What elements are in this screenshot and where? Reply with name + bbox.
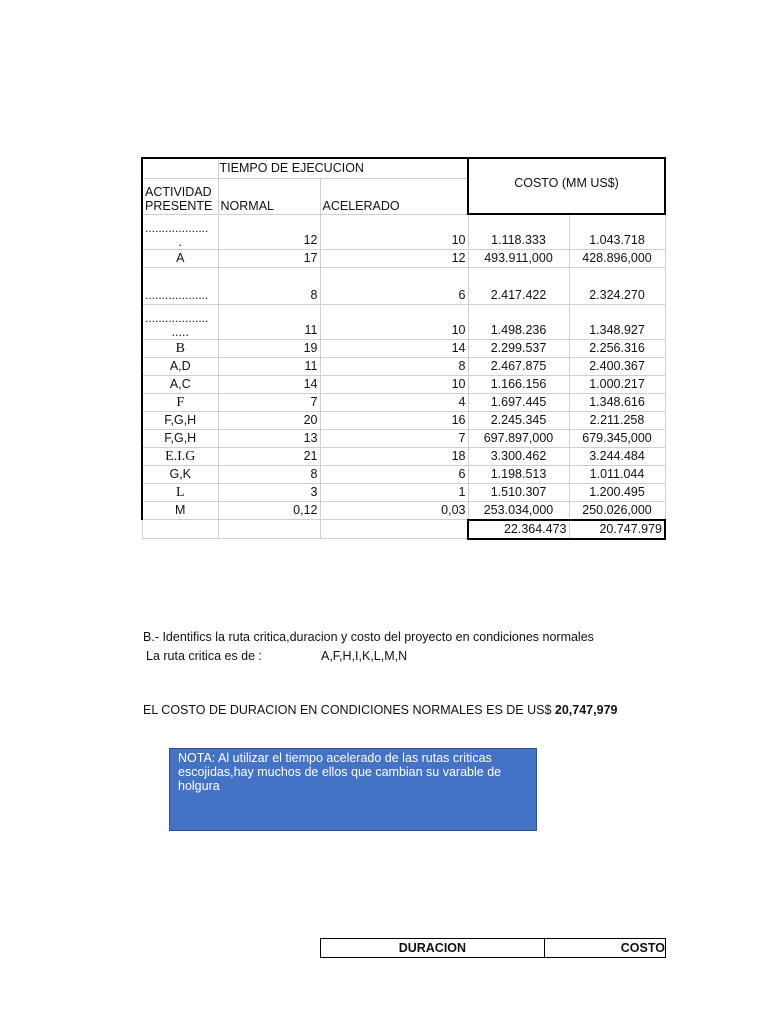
- table-row: [142, 465, 665, 483]
- table-row: [142, 375, 665, 393]
- normal-cost-cell: 1.118.333: [468, 214, 569, 249]
- accelerated-time-cell: 6: [320, 465, 468, 483]
- normal-time-cell: 3: [218, 483, 320, 501]
- accelerated-time-cell: 0,03: [320, 501, 468, 520]
- activity-table-container: [141, 157, 664, 540]
- normal-cost-cell: 1.166.156: [468, 375, 569, 393]
- accelerated-cost-cell: 679.345,000: [569, 429, 665, 447]
- accelerated-time-cell: 12: [320, 249, 468, 267]
- cost-statement-label: EL COSTO DE DURACION EN CONDICIONES NORMALES ES DE US$: [143, 703, 552, 717]
- activity-cell: A: [142, 249, 218, 267]
- accelerated-cost-cell: 250.026,000: [569, 501, 665, 520]
- actividad-header: ACTIVIDAD PRESENTE: [142, 178, 218, 214]
- total-normal-cost: 22.364.473: [468, 520, 569, 539]
- accelerated-time-cell: 10: [320, 375, 468, 393]
- costo-header: COSTO (MM US$): [468, 158, 665, 214]
- critical-path-value: A,F,H,I,K,L,M,N: [321, 649, 408, 663]
- normal-cost-cell: 697.897,000: [468, 429, 569, 447]
- table-row: [142, 483, 665, 501]
- normal-cost-cell: 1.510.307: [468, 483, 569, 501]
- normal-cost-cell: 493.911,000: [468, 249, 569, 267]
- accelerated-cost-cell: 3.244.484: [569, 447, 665, 465]
- normal-cost-cell: 2.245.345: [468, 411, 569, 429]
- tiempo-header: TIEMPO DE EJECUCION: [218, 158, 468, 178]
- totals-blank-cell: [142, 520, 218, 539]
- activity-cell: G,K: [142, 465, 218, 483]
- normal-time-cell: 14: [218, 375, 320, 393]
- activity-cell: F: [142, 393, 218, 411]
- accelerated-cost-cell: 1.011.044: [569, 465, 665, 483]
- table-row: [142, 214, 665, 249]
- accelerated-time-cell: 4: [320, 393, 468, 411]
- activity-cell: L: [142, 483, 218, 501]
- table-row: [142, 304, 665, 339]
- table-row: [142, 429, 665, 447]
- accelerated-cost-cell: 1.000.217: [569, 375, 665, 393]
- table-row: [142, 357, 665, 375]
- normal-time-cell: 11: [218, 357, 320, 375]
- normal-cost-cell: 1.198.513: [468, 465, 569, 483]
- activity-table: [141, 157, 666, 540]
- activity-cell: A,C: [142, 375, 218, 393]
- accelerated-cost-cell: 1.348.616: [569, 393, 665, 411]
- normal-time-cell: 8: [218, 465, 320, 483]
- normal-time-cell: 12: [218, 214, 320, 249]
- table-row: [142, 501, 665, 520]
- critical-path-label: La ruta critica es de :: [146, 649, 263, 663]
- normal-cost-cell: 3.300.462: [468, 447, 569, 465]
- activity-cell: F,G,H: [142, 429, 218, 447]
- table-row: [142, 393, 665, 411]
- accelerated-time-cell: 6: [320, 267, 468, 304]
- acelerado-header: ACELERADO: [320, 178, 468, 214]
- activity-cell: B: [142, 339, 218, 357]
- table-row: [142, 339, 665, 357]
- normal-header: NORMAL: [218, 178, 320, 214]
- accelerated-cost-cell: 2.211.258: [569, 411, 665, 429]
- normal-cost-cell: 253.034,000: [468, 501, 569, 520]
- activity-cell: ...................: [142, 267, 218, 304]
- accelerated-cost-cell: 1.043.718: [569, 214, 665, 249]
- normal-time-cell: 21: [218, 447, 320, 465]
- activity-cell-cont: .: [178, 234, 182, 249]
- normal-cost-cell: 2.299.537: [468, 339, 569, 357]
- note-box: NOTA: Al utilizar el tiempo acelerado de las rutas criticas escojidas,hay muchos de ellos que cambian su varable de holgura: [169, 748, 537, 831]
- question-text: B.- Identifics la ruta critica,duracion y costo del proyecto en condiciones normales: [143, 630, 594, 644]
- activity-cell: A,D: [142, 357, 218, 375]
- table-row: [142, 411, 665, 429]
- normal-time-cell: 13: [218, 429, 320, 447]
- totals-blank-cell: [320, 520, 468, 539]
- activity-cell: ...................: [145, 220, 209, 235]
- activity-cell: M: [142, 501, 218, 520]
- accelerated-time-cell: 8: [320, 357, 468, 375]
- normal-cost-cell: 1.498.236: [468, 304, 569, 339]
- normal-cost-cell: 2.467.875: [468, 357, 569, 375]
- activity-cell: E.I.G: [142, 447, 218, 465]
- normal-time-cell: 20: [218, 411, 320, 429]
- accelerated-cost-cell: 1.348.927: [569, 304, 665, 339]
- accelerated-cost-cell: 2.324.270: [569, 267, 665, 304]
- normal-cost-cell: 1.697.445: [468, 393, 569, 411]
- normal-time-cell: 0,12: [218, 501, 320, 520]
- accelerated-cost-cell: 2.400.367: [569, 357, 665, 375]
- normal-time-cell: 17: [218, 249, 320, 267]
- totals-blank-cell: [218, 520, 320, 539]
- table-row: [142, 447, 665, 465]
- normal-cost-cell: 2.417.422: [468, 267, 569, 304]
- accelerated-time-cell: 10: [320, 214, 468, 249]
- normal-time-cell: 11: [218, 304, 320, 339]
- duracion-header: DURACION: [321, 939, 545, 957]
- table-row: [142, 267, 665, 304]
- table-row: [142, 249, 665, 267]
- activity-cell-cont: .....: [171, 324, 189, 339]
- normal-time-cell: 19: [218, 339, 320, 357]
- accelerated-time-cell: 16: [320, 411, 468, 429]
- total-accelerated-cost: 20.747.979: [569, 520, 665, 539]
- costo-header-bottom: COSTO: [620, 941, 665, 955]
- accelerated-time-cell: 14: [320, 339, 468, 357]
- activity-cell: F,G,H: [142, 411, 218, 429]
- accelerated-time-cell: 7: [320, 429, 468, 447]
- totals-row: [142, 520, 665, 539]
- header-blank-cell: [142, 158, 218, 178]
- accelerated-cost-cell: 428.896,000: [569, 249, 665, 267]
- accelerated-cost-cell: 1.200.495: [569, 483, 665, 501]
- cost-statement: [143, 703, 617, 717]
- accelerated-time-cell: 18: [320, 447, 468, 465]
- accelerated-cost-cell: 2.256.316: [569, 339, 665, 357]
- accelerated-time-cell: 1: [320, 483, 468, 501]
- summary-table-header: [320, 938, 666, 958]
- normal-time-cell: 8: [218, 267, 320, 304]
- cost-statement-value: 20,747,979: [554, 703, 618, 717]
- activity-cell: ...................: [145, 310, 209, 325]
- accelerated-time-cell: 10: [320, 304, 468, 339]
- normal-time-cell: 7: [218, 393, 320, 411]
